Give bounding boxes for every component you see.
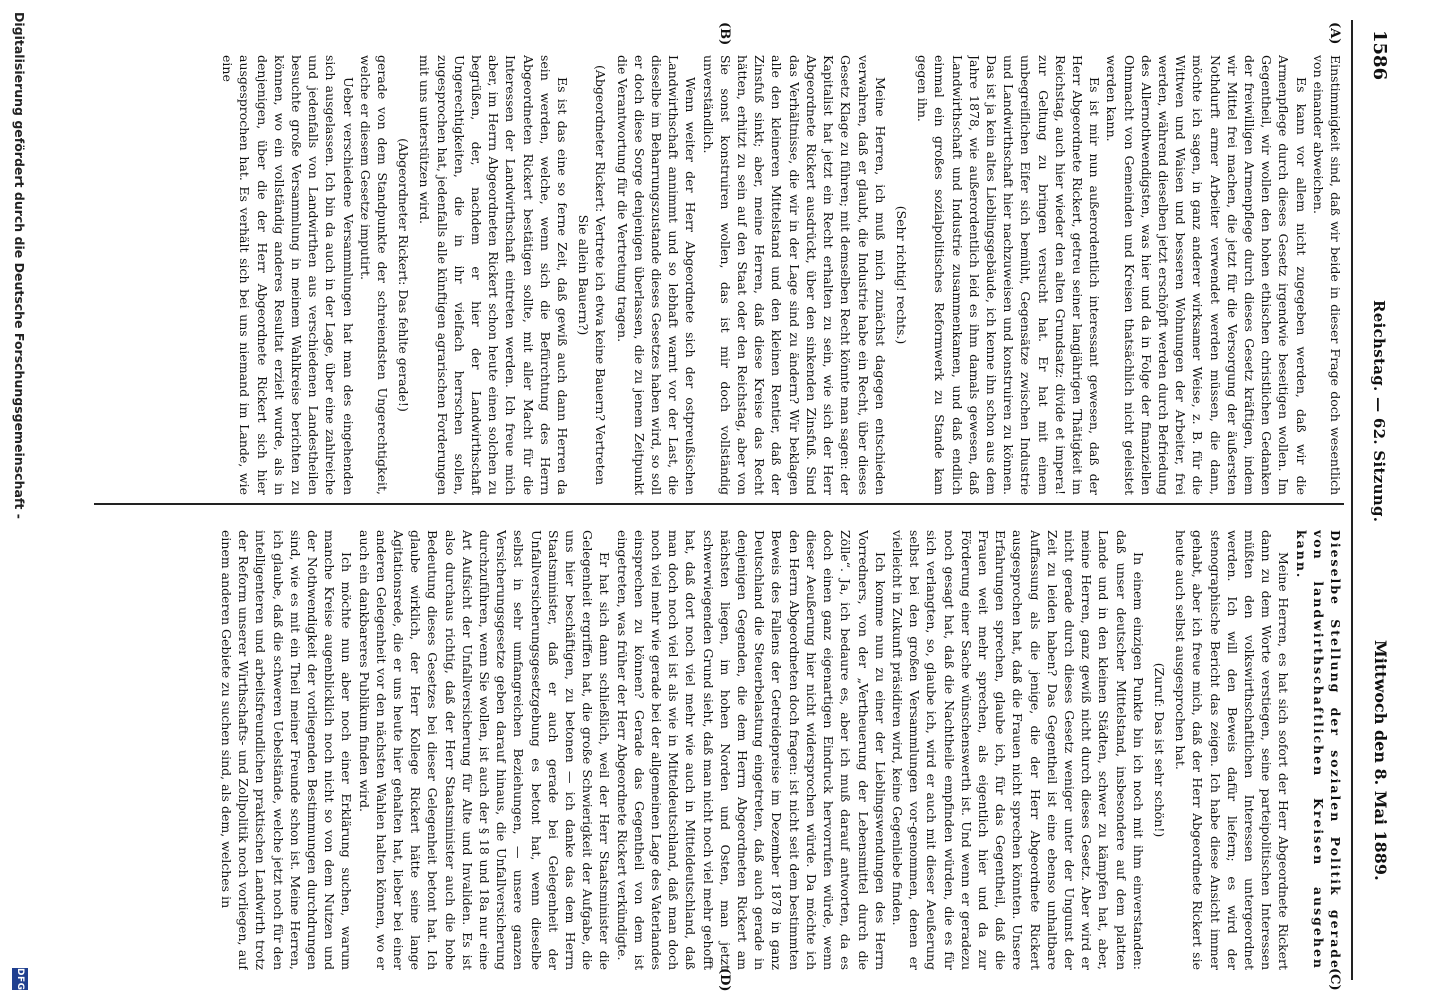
- paragraph: Einstimmigkeit sind, daß wir beide in dieser Frage doch wesentlich von einander abweichen.: [1310, 55, 1343, 495]
- paragraph: Dieselbe Stellung der sozialen Politik gerade von landwirthschaftlichen Kreisen ausgehen kann.: [1293, 530, 1343, 970]
- column-divider: [94, 503, 1344, 505]
- paragraph: Wenn weiter der Herr Abgeordnete sich der ostpreußischen Landwirthschaft annimmt und so lebhaft warnt vor der Last, die dieselbe im Beharrungszustande dieses Gesetzes haben wird, so soll er doch diese Sorge denjenigen überlassen, die zu jenem Zeitpunkt die Verantwortung für die Vertretung tragen.: [614, 55, 699, 495]
- paragraph: Ich möchte nun aber noch einer Erklärung suchen, warum manche Kreise augenblicklich noch nicht so von dem Nutzen und der Nothwendigkeit der vorliegenden Bestimmungen durchdrungen sind, wie es mit ein Theil meiner Freunde schon ist. Meine Herren, ich glaube, daß die schweren Uebelstände, welche jetzt noch für den intelligenteren und arbeitsfreundlichen praktischen Landwirth trotz der Reform unserer Wirthschafts- und Zollpolitik noch vorliegen, auf einem anderen Gebiete zu suchen sind, als dem, welches in: [219, 530, 355, 970]
- text-column-left: [94, 55, 1344, 495]
- text-column-right: [94, 530, 1344, 970]
- paragraph: (Abgeordneter Rickert: Vertrete ich etwa keine Bauern? Vertreten Sie allein Bauern?): [576, 64, 609, 486]
- page-header: [1362, 0, 1392, 1000]
- paragraph: gerade von dem Standpunkte der schreiendsten Ungerechtigkeit, welche er diesem Gesetze imputirt.: [357, 55, 391, 495]
- paragraph: Es ist das eine so ferne Zeit, daß gewiß auch dann Herren da sein werden, welche, wenn sich die Befürchtung des Herrn Abgeordneten Rickert bestätigen sollte, mit aller Macht für die Interessen der Landwirthschaft eintreten werden. Ich freue mich aber, im Herrn Abgeordneten Rickert schon heute einen solchen zu begrüßen, der, nachdem er hier der Landwirthschaft Ungerechtigkeiten, die in ihr vielfach herrschen sollen, zugesprochen hat, jedenfalls alle künftigen agrarischen Forderungen mit uns unterstützen wird.: [417, 55, 571, 495]
- footer-credit: Digitalisierung gefördert durch die Deutsche Forschungsgemeinschaft -: [12, 12, 27, 519]
- digitization-footer: [8, 0, 30, 1000]
- margin-mark-d: (D): [717, 968, 732, 992]
- paragraph: Es ist mir nun außerordentlich interessant gewesen, daß der Herr Abgeordnete Rickert, getreu seiner langjährigen Thätigkeit im Reichstag, auch hier wieder den alten Grundsatz: divide et impera! zur Geltung zu bringen versucht hat. Er hat mit einem unbegreiflichen Eifer sich bemüht, Gegensätze zwischen Industrie und Landwirthschaft hier nachzuweisen und konstruiren zu können. Das ist ja kein altes Lieblingsgebäude, ich kenne ihn schon aus dem Jahre 1878, wie außerordentlich leid es ihm damals gewesen, daß Landwirthschaft und Industrie zusammenkamen, und daß endlich einmal ein großes sozialpolitisches Reformwerk zu Stande kam gegen ihn.: [915, 55, 1103, 495]
- paragraph: Meine Herren, es hat sich sofort der Herr Abgeordnete Rickert dann zu dem Worte verstiegen, seine parteipolitischen Interessen müßten den volkswirthschaftlichen Interessen untergeordnet werden. Ich will den Beweis dafür liefern; es wird der stenographische Bericht das zeigen. Ich habe diese Ansicht immer gehabt, aber ich freue mich, daß der Herr Abgeordnete Rickert sie heute auch selbst ausgesprochen hat.: [1173, 530, 1292, 970]
- margin-mark-a: (A): [1327, 22, 1342, 45]
- paragraph: Meine Herren, ich muß mich zunächst dagegen entschieden verwahren, daß er glaubt, die Industrie habe ein Recht, über dieses Gesetz Klage zu führen; mit demselben Recht könnte man sagen: der Kapitalist hat jetzt ein Recht erhalten zu sein, wie sich der Herr Abgeordnete Rickert ausdrückt, über den sinkenden Zinsfuß. Sind das Verhältnisse, die wir in der Lage sind zu ändern? Wir beklagen alle den kleineren Mittelstand und den kleinen Rentier, daß der Zinsfuß sinkt; aber, meine Herren, daß diese Kreise das Recht hätten, erhitzt zu sein auf den Staat oder den Reichstag, aber von Sie sonst konstruiren wollen, das ist mir doch vollständig unverständlich.: [700, 55, 888, 495]
- page-number: 1586: [1369, 30, 1390, 81]
- paragraph: In einem einzigen Punkte bin ich noch mit ihm einverstanden: daß unser deutscher Mittelstand, insbesondere auf dem platten Lande und in den kleinen Städten, schwer zu kämpfen hat, aber, meine Herren, ganz gewiß nicht durch dieses Gesetz. Aber wird er nicht gerade durch dieses Gesetz weniger unter der Ungunst der Zeit zu leiden haben? Das Gegentheil ist eine ebenso unhaltbare Auffassung als die jenige, die der Herr Abgeordnete Rickert ausgesprochen hat, daß die Frauen nicht sprechen könnten. Unsere Erfahrungen sprechen, glaube ich, für das Gegentheil, daß die Frauen weit mehr sprechen, als eigentlich hier und da zur Förderung einer Sache wünschenswerth ist. Und wenn er geradezu noch gesagt hat, daß die Nachtheile empfinden würden, die es für sich verlangten, so, glaube ich, wird er auch mit dieser Aeußerung selbst bei den großen Versammlungen vor-genommen, denen er vielleicht in Zukunft präsidiren wird, keine Gegenliebe finden.: [889, 530, 1146, 970]
- paragraph: Es kann vor allem nicht zugegeben werden, daß wir die Armenpflege durch dieses Gesetz irgendwie beseitigen wollen. Im Gegentheil, wir wollen den hohen ethischen christlichen Gedanken der freiwilligen Armenpflege durch dieses Gesetz kräftigen, indem wir Mittel frei machen, die jetzt für die Versorgung der äußersten Nothdurft armer Arbeiter verwendet werden müssen, die dann, möchte ich sagen, in ganz anderer wirksamer Weise, z. B. für die Wittwen und Waisen und besseren Wohnungen der Arbeiter, frei werden, während dieselben jetzt erschöpft werden durch Befriedung des Allernothwendigsten, was hier und da in Folge der finanziellen Ohnmacht von Gemeinden und Kreisen thatsächlich nicht geleistet werden kann.: [1104, 55, 1309, 495]
- paragraph: (Abgeordneter Rickert: Das fehlte gerade!): [396, 138, 412, 412]
- paragraph: Ich komme nun zu einer der Lieblingswendungen des Herrn Vorredners, von der „Vertheuerung der Lebensmittel durch die Zölle“. Ja, ich bedaure es, aber ich muß darauf antworten, da es doch einen ganz eigenartigen Eindruck hervorrufen würde, wenn dieser Aeußerung hier nicht widersprochen würde. Da möchte ich den Herrn Abgeordneten doch fragen: ist nicht seit dem bestimmten Beweis des Fallens der Getreidepreise im Dezember 1878 in ganz Deutschland die Steuerbelastung eingetreten, daß auch gerade in denjenigen Gegenden, die dem Herrn Abgeordneten Rickert am nächsten liegen, im hohen Norden und Osten, man jetzt schwerwiegenden Grund sieht, daß man nicht noch viel mehr gehofft hat, daß dort noch viel mehr wie auch in Mitteldeutschland, daß man doch noch viel ist als wie in Mitteldeutschland, daß man doch noch viel mehr wie gerade bei der allgemeinen Lage des Vaterlandes einsprechen zu können? Gerade das Gegentheil von dem ist eingetreten, was früher der Herr Abgeordnete Rickert verkündigte.: [614, 530, 888, 970]
- paragraph: (Sehr richtig! rechts.): [893, 205, 909, 345]
- header-rule: [1351, 20, 1353, 980]
- paragraph: (Zuruf: Das ist sehr schön!): [1151, 662, 1167, 838]
- margin-mark-b: (B): [717, 22, 732, 46]
- dfg-logo-icon: DFG: [12, 968, 28, 990]
- paragraph: Ueber verschiedene Versammlungen hat man des eingehenden sich ausgelassen. Ich bin da auch in der Lage, über eine zahlreiche und jedenfalls von Landwirthen aus verschiedenen Landestheilen besuchte große Versammlung in meinem Wahlkreise berichten zu können, wo ein vollständig anderes Resultat erzielt wurde, als in denjenigen, über die der Herr Abgeordnete Rickert sich hier ausgesprochen hat. Es verhält sich bei uns niemand im Lande, wie eine: [220, 55, 356, 495]
- page-title: Reichstag. — 62. Sitzung.: [1370, 300, 1388, 523]
- paragraph: Er hat sich dann schließlich, weil der Herr Staatsminister die Gelegenheit ergriffen hat, die große Schwierigkeit der Aufgabe, die uns hier beschäftigen, zu betonen — ich danke das dem Herrn Staatsminister, daß er auch gerade bei Gelegenheit der Unfallversicherungsgesetzgebung es betont hat, wenn dieselbe selbst in sehr umfangreichen Beziehungen, — unsere ganzen Versicherungsgesetze geben darauf hinaus, die Unfallversicherung durchzuführen, wenn Sie wollen, ist auch der § 18 und 18a nur eine Art Aufsicht der Unfallversicherung für Alte und Invaliden. Es ist also durchaus richtig, daß der Herr Staatsminister auch die hohe Bedeutung dieses Gesetzes bei dieser Gelegenheit betont hat. Ich glaube wirklich, der Herr Kollege Rickert hätte seine lange Agitationsrede, die er uns heute hier gehalten hat, lieber bei einer anderen Gelegenheit vor den nächsten Wahlen halten können, wo er auch ein dankbareres Publikum finden wird.: [356, 530, 613, 970]
- margin-mark-c: (C): [1327, 968, 1342, 991]
- session-date: Mittwoch den 8. Mai 1889.: [1371, 640, 1390, 881]
